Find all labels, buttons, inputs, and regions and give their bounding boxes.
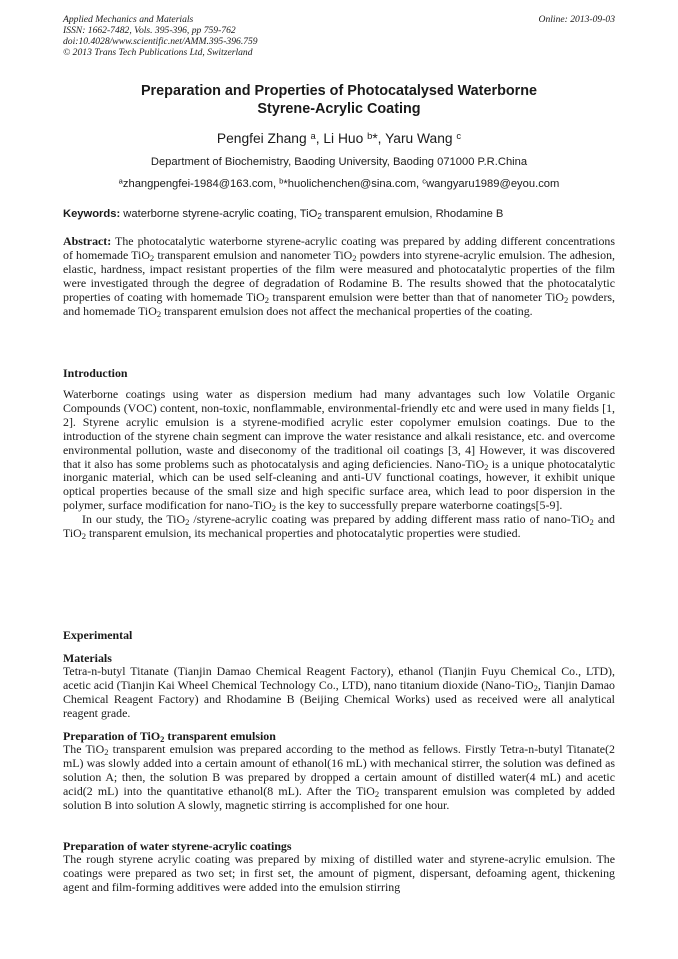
prep-tio2-heading-text: transparent emulsion [164,729,276,743]
prep-tio2-heading [63,729,276,743]
keywords-sub: 2 [317,212,322,222]
sub-2: 2 [271,503,277,514]
intro-text: is the key to successfully prepare waterborne coatings[5-9]. [276,498,563,513]
materials-body [63,665,615,721]
prep-tio2-text: The TiO [63,742,105,756]
sub-2: 2 [484,461,489,472]
journal-name: Applied Mechanics and Materials [63,14,194,25]
email-b[interactable]: *huolichenchen@sina.com, [283,178,423,190]
sub-2: 2 [264,294,270,305]
keywords-text-2: transparent emulsion, Rhodamine B [321,208,504,220]
online-date: Online: 2013-09-03 [538,14,615,25]
sub-2: 2 [185,517,190,528]
abstract-text: transparent emulsion and nanometer TiO [154,247,353,262]
sub-2: 2 [533,683,538,694]
author-emails [63,177,615,191]
introduction-body [63,388,615,541]
prep-coatings-body: The rough styrene acrylic coating was prepared by mixing of distilled water and styrene-acrylic emulsion. The coatings were prepared as two set; in first set, the amount of pigment, dispersant, defoaming agent, thickening agent and film-forming additives were added into the emulsion stirring [63,852,615,894]
abstract-text: powders, and homemade TiO [63,289,616,318]
sub-2: 2 [374,788,380,799]
keywords [63,207,615,221]
author-list [63,130,615,147]
affiliation: Department of Biochemistry, Baoding University, Baoding 071000 P.R.China [150,156,528,168]
sub-2: 2 [149,253,155,264]
doi-line: doi:10.4028/www.scientific.net/AMM.395-396.759 [63,36,258,47]
sub-2: 2 [156,308,162,319]
intro-text: is a unique photocatalytic inorganic material, which can be used self-cleaning and anti-UV functional coatings, however, it exhibit unique optical properties because of the small size and high specific surface area, which lead to poor dispersion in the polymer, surface modification for nano-TiO [63,456,615,513]
materials-text: Tetra-n-butyl Titanate (Tianjin Damao Chemical Reagent Factory), ethanol (Tianjin Fuyu Chemical Co., LTD), acetic acid (Tianjin Kai Wheel Chemical Technology Co., LTD), nano titanium dioxide (Nano-TiO [63,664,615,692]
abstract-text: The photocatalytic waterborne styrene-acrylic coating was prepared by adding different concentrations of homemade TiO [63,234,615,262]
title-line-2: Styrene-Acrylic Coating [257,101,421,117]
abstract-text: transparent emulsion does not affect the mechanical properties of the coating. [161,303,533,318]
intro-text: In our study, the TiO [82,512,186,527]
prep-tio2-text: transparent emulsion was prepared according to the method as fellows. Firstly Tetra-n-butyl Titanate(2 mL) was slowly added into a certain amount of ethanol(16 mL) with mechanical stirrer, the solution was defined as solution A; then, the solution B was prepared by dropped a certain amount of distilled water(4 mL) and acetic acid(2 mL) into the quantitative ethanol(8 mL). After the TiO [63,742,615,798]
materials-heading: Materials [63,651,112,665]
keywords-text: waterborne styrene-acrylic coating, TiO [120,208,318,220]
intro-paragraph-1 [63,388,615,513]
materials-text: , Tianjin Damao Chemical Reagent Factory) and Rhodamine B (Beijing Chemical Works) used as received were all analytical reagent grade. [63,677,615,720]
author-1: Pengfei Zhang [216,131,311,146]
author-3-mark: c [456,130,462,141]
author-2-mark: b [367,130,373,141]
paper-title [63,82,615,118]
intro-paragraph-2 [63,513,615,541]
sub-2: 2 [589,517,594,528]
sub-2: 2 [81,531,87,542]
email-c[interactable]: wangyaru1989@eyou.com [426,178,560,190]
prep-tio2-body [63,743,615,813]
sub-2: 2 [160,734,165,745]
prep-tio2-text: transparent emulsion was completed by added solution B into solution A slowly, magnetic stirring is accomplished for one hour. [63,783,615,812]
title-line-1: Preparation and Properties of Photocatalysed Waterborne [140,83,538,99]
intro-text: and TiO [63,512,615,541]
author-2: , Li Huo [315,131,368,146]
email-a[interactable]: zhangpengfei-1984@163.com, [122,178,280,190]
abstract [63,235,615,318]
author-3: *, Yaru Wang [372,131,457,146]
email-c-mark: c [422,176,427,186]
journal-header [63,14,258,58]
introduction-heading: Introduction [63,366,128,380]
abstract-label: Abstract: [63,234,112,248]
keywords-label: Keywords: [63,208,121,220]
issn-line: ISSN: 1662-7482, Vols. 395-396, pp 759-762 [63,25,236,36]
prep-coatings-heading: Preparation of water styrene-acrylic coatings [63,839,292,853]
intro-text: Waterborne coatings using water as dispersion medium had many advantages such low Volatile Organic Compounds (VOC) content, non-toxic, nonflammable, environmental-friendly etc and were used in many fields [1, 2]. Styrene acrylic emulsion is a styrene-modified acrylic ester copolymer emulsion coatings. Due to the introduction of the styrene chain segment can improve the water resistance and alkali resistance, etc. and overcome environmental pollution, waste and diseconomy of the traditional oil coatings [3, 4] However, it was discovered that it also has some problems such as photocatalysis and aging deficiencies. Nano-TiO [63,387,615,471]
sub-2: 2 [563,294,569,305]
sub-2: 2 [104,747,109,758]
email-a-mark: a [118,176,123,186]
copyright-line: © 2013 Trans Tech Publications Ltd, Switzerland [63,47,253,58]
intro-text: /styrene-acrylic coating was prepared by adding different mass ratio of nano-TiO [189,512,590,527]
prep-tio2-heading-text: Preparation of TiO [63,729,161,743]
author-1-mark: a [310,130,316,141]
intro-text: transparent emulsion, its mechanical properties and photocatalytic properties were studied. [86,526,521,541]
experimental-heading: Experimental [63,628,133,642]
sub-2: 2 [352,253,357,264]
email-b-mark: b [279,176,284,186]
abstract-text: transparent emulsion were better than that of nanometer TiO [269,289,564,304]
abstract-text: powders into styrene-acrylic emulsion. The adhesion, elastic, hardness, impact resistant properties of the film were measured and photocatalytic properties of the film were investigated through the degree of degradation of Rodamine B. The results showed that the photocatalytic properties of coating with homemade TiO [63,247,615,304]
